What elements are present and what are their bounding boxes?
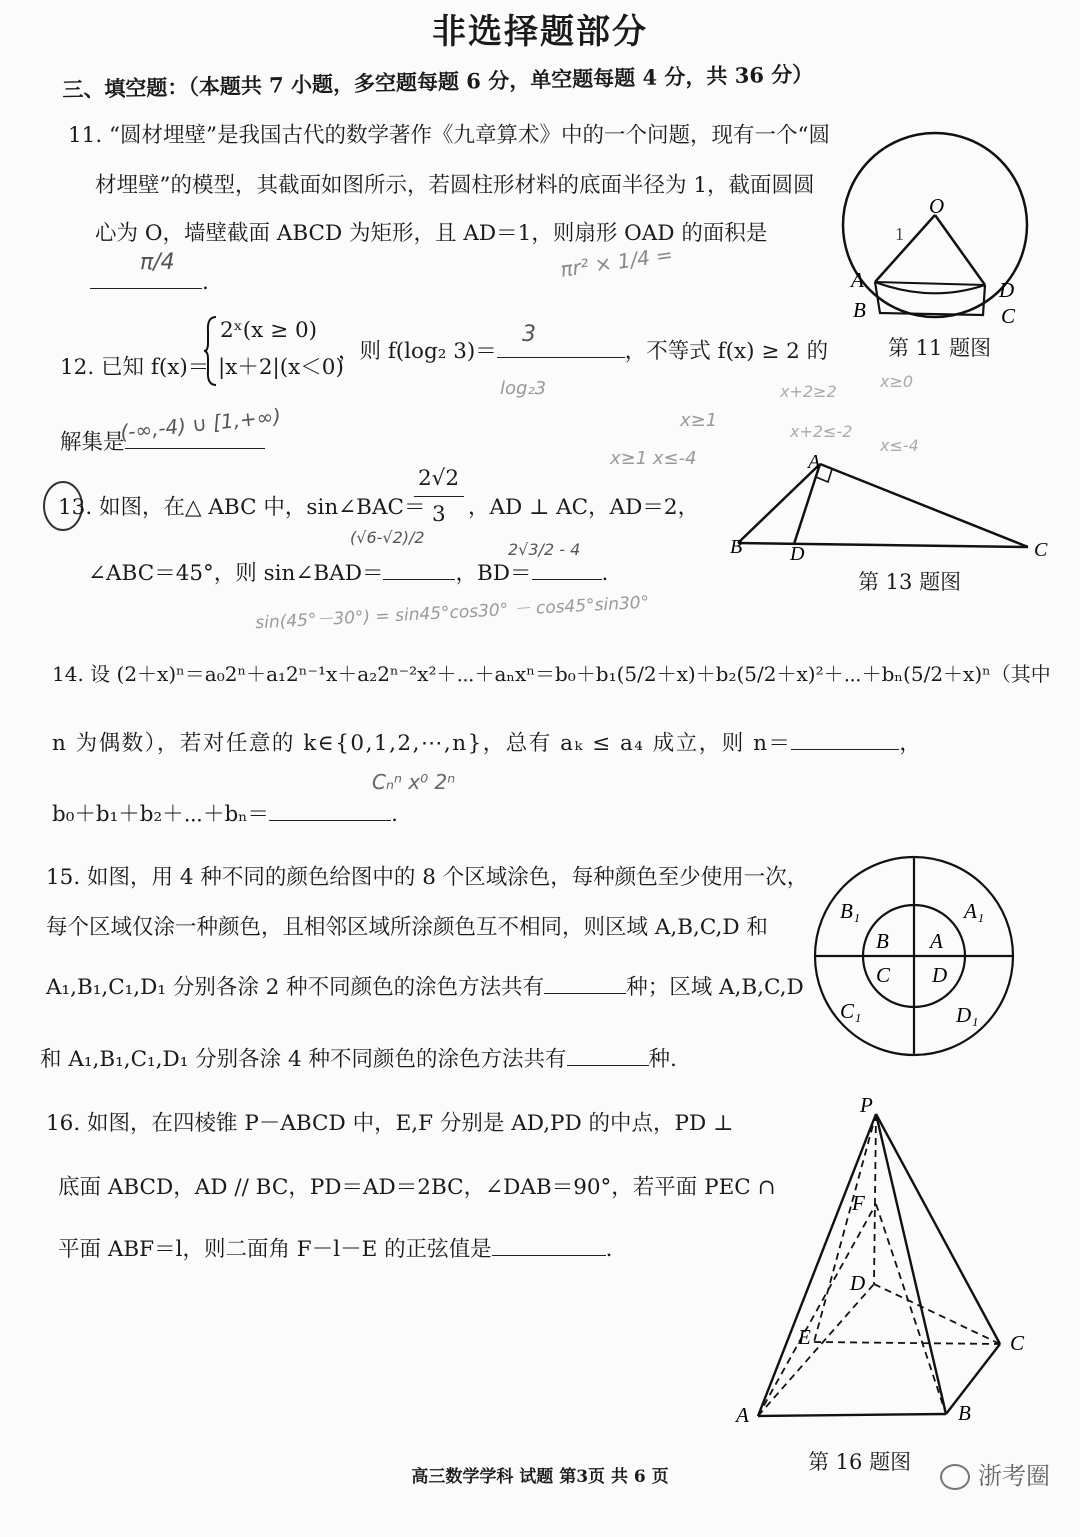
q11-line1: 11. “圆材埋壁”是我国古代的数学著作《九章算术》中的一个问题，现有一个“圆	[68, 123, 831, 148]
q15-label-B: B	[876, 929, 889, 953]
q11-label-O: O	[929, 194, 945, 218]
watermark: 浙考圈	[940, 1456, 1050, 1491]
q13-label-B: B	[730, 536, 743, 558]
page-title: 非选择题部分	[432, 12, 648, 52]
q13-line2: ∠ABC＝45°，则 sin∠BAD＝ ，BD＝ .	[88, 556, 608, 587]
q11-line3: 心为 O，墙壁截面 ABCD 为矩形，且 AD＝1，则扇形 OAD 的面积是	[95, 221, 768, 246]
q12-middle-row: ，则 f(log₂ 3)＝ ，不等式 f(x) ≥ 2 的	[338, 334, 828, 365]
q15-label-D1: D₁	[956, 1003, 979, 1027]
q13-line1-b: ，AD ⊥ AC，AD＝2，	[468, 495, 700, 520]
q11-label-D: D	[999, 278, 1015, 302]
q13-frac-den: 3	[432, 502, 446, 527]
q16-label-B: B	[958, 1401, 971, 1425]
q12-scratch-2: x≥1 x≤-4	[610, 448, 697, 469]
q12-line2: 解集是	[60, 425, 265, 456]
q14-line1: 14. 设 (2＋x)ⁿ＝a₀2ⁿ＋a₁2ⁿ⁻¹x＋a₂2ⁿ⁻²x²＋⋯＋aₙxⁿ＝b₀＋b₁(5/2＋x)＋b₂(5/2＋x)²＋⋯＋bₙ(5/2＋x)ⁿ（其中	[52, 662, 1051, 686]
q16-blank[interactable]	[492, 1233, 606, 1256]
q12-hand-answer2: (-∞,-4) ∪ [1,+∞)	[119, 403, 283, 445]
q12-brace	[203, 315, 219, 387]
q15-line4: 和 A₁,B₁,C₁,D₁ 分别各涂 4 种不同颜色的涂色方法共有 种.	[40, 1042, 677, 1073]
q16-label-D: D	[850, 1271, 866, 1295]
q11-label-A: A	[851, 268, 864, 292]
q13-hand-answer1: (√6-√2)/2	[350, 528, 425, 547]
q16-label-A: A	[736, 1403, 749, 1427]
q11-caption: 第 11 题图	[888, 336, 992, 360]
q15-figure	[812, 854, 1016, 1058]
q15-label-A: A	[930, 929, 943, 953]
q16-figure	[730, 1092, 1040, 1428]
q14-line2: n 为偶数），若对任意的 k∈{0,1,2,⋯,n}，总有 aₖ ≤ a₄ 成立，则 n＝ ，	[52, 726, 922, 757]
q13-blank1[interactable]	[383, 557, 455, 580]
q11-figure	[835, 125, 1035, 365]
q16-line1: 16. 如图，在四棱锥 P－ABCD 中，E,F 分别是 AD,PD 的中点，PD ⊥	[46, 1111, 734, 1136]
q16-label-P: P	[860, 1093, 873, 1117]
q12-scratch-4: x+2≤-2	[790, 422, 853, 441]
q16-line3: 平面 ABF＝l，则二面角 F－l－E 的正弦值是 .	[58, 1232, 612, 1263]
q13-figure	[728, 448, 1068, 570]
q14-blank1[interactable]	[791, 727, 899, 750]
q15-label-B1: B₁	[840, 899, 861, 923]
q13-line1-a: 13. 如图，在△ ABC 中，sin∠BAC＝	[58, 495, 426, 520]
q11-answer-row: .	[90, 266, 209, 295]
section-header: 三、填空题：（本题共 7 小题，多空题每题 6 分，单空题每题 4 分，共 36 分）	[62, 61, 814, 102]
q15-label-C: C	[876, 963, 891, 987]
q15-blank1[interactable]	[544, 971, 626, 994]
page-footer: 高三数学学科 试题 第3页 共 6 页	[411, 1467, 669, 1487]
q13-hand-answer2: 2√3/2 - 4	[508, 540, 581, 559]
q14-scratch: Cₙⁿ x⁰ 2ⁿ	[372, 770, 456, 794]
q13-blank2[interactable]	[532, 557, 602, 580]
q11-line2: 材埋壁”的模型，其截面如图所示，若圆柱形材料的底面半径为 1，截面圆圆	[95, 173, 815, 198]
q11-label-C: C	[1001, 304, 1016, 328]
q12-scratch-1: x≥1	[680, 410, 718, 431]
q12-blank1[interactable]	[497, 335, 625, 358]
q12-hand-answer1: 3	[522, 322, 536, 347]
q13-frac-num: 2√2	[418, 466, 460, 491]
q13-label-A: A	[808, 451, 821, 473]
q12-scratch-6: x≥0	[880, 372, 914, 391]
q11-scratch: πr² × 1/4 =	[558, 242, 675, 282]
q11-label-one: 1	[895, 224, 904, 244]
q13-scratch: sin(45°－30°) = sin45°cos30° － cos45°sin30°	[254, 592, 650, 634]
q12-scratch-0: log₂3	[500, 378, 547, 399]
q16-label-F: F	[852, 1191, 865, 1215]
q16-line2: 底面 ABCD，AD // BC，PD＝AD＝2BC，∠DAB＝90°，若平面 PEC ∩	[58, 1175, 776, 1200]
q12-case2: |x＋2|(x＜0)	[218, 355, 344, 380]
q13-caption: 第 13 题图	[858, 570, 962, 594]
q16-label-C: C	[1010, 1331, 1025, 1355]
q12-scratch-5: x≤-4	[880, 436, 919, 455]
q12-case1: 2ˣ(x ≥ 0)	[220, 318, 318, 343]
q13-label-D: D	[790, 543, 805, 565]
q15-line1: 15. 如图，用 4 种不同的颜色给图中的 8 个区域涂色，每种颜色至少使用一次，	[46, 865, 809, 890]
q13-frac-bar	[414, 496, 464, 497]
q15-line3: A₁,B₁,C₁,D₁ 分别各涂 2 种不同颜色的涂色方法共有 种；区域 A,B,C,D	[46, 970, 804, 1001]
q12-scratch-3: x+2≥2	[780, 382, 837, 401]
q16-caption: 第 16 题图	[808, 1450, 912, 1474]
q15-label-A1: A₁	[964, 899, 985, 923]
q16-label-E: E	[798, 1325, 811, 1349]
q15-label-D: D	[932, 963, 948, 987]
q12-prefix: 12. 已知 f(x)＝	[60, 355, 210, 380]
q15-label-C1: C₁	[840, 999, 862, 1023]
q15-blank2[interactable]	[567, 1043, 649, 1066]
q14-line3: b₀＋b₁＋b₂＋⋯＋bₙ＝ .	[52, 797, 398, 828]
wechat-icon	[940, 1464, 970, 1490]
q14-blank2[interactable]	[269, 798, 391, 821]
q11-hand-answer: π/4	[140, 250, 175, 275]
q13-label-C: C	[1034, 539, 1048, 561]
q11-label-B: B	[853, 298, 866, 322]
q15-line2: 每个区域仅涂一种颜色，且相邻区域所涂颜色互不相同，则区域 A,B,C,D 和	[46, 915, 768, 940]
